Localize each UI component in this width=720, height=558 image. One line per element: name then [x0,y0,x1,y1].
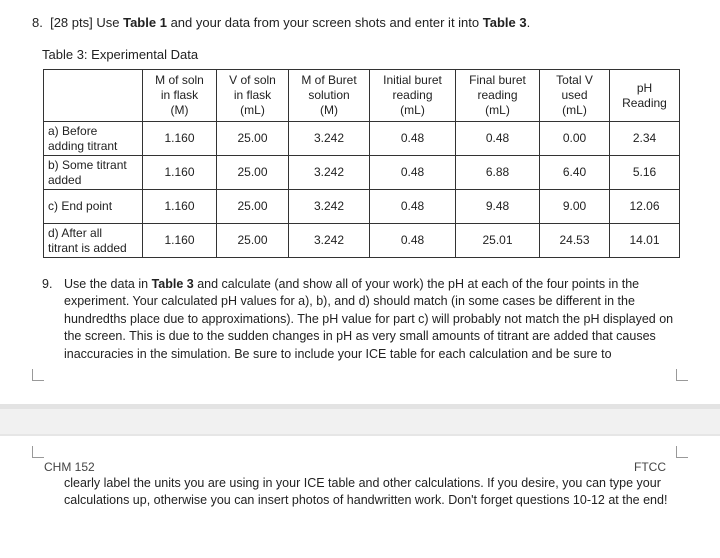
header-line: in flask [233,88,272,102]
table-row-after-all-titrant [44,224,680,258]
question-9-body [64,276,682,363]
experimental-data-table [43,69,680,258]
question-8-number: 8. [32,15,43,30]
table-header-row [44,70,680,122]
table-caption: Table 3: Experimental Data [42,47,199,62]
table-row-end-point [44,190,680,224]
table-cell: 25.00 [217,190,289,224]
table-cell: 2.34 [610,122,680,156]
question-8-text-prefix: Use [96,15,120,30]
table-cell: 1.160 [143,190,217,224]
row-label-line: b) Some titrant [48,157,127,172]
table-cell: 1.160 [143,122,217,156]
row-label [44,156,143,190]
table-cell: 14.01 [610,224,680,258]
row-label-line: titrant is added [48,240,127,255]
header-total-v-used [540,70,610,122]
question-8-table3-ref: Table 3 [482,15,527,30]
table-cell: 25.01 [456,224,540,258]
table-cell: 25.00 [217,122,289,156]
header-line: pH [636,80,653,95]
question-8-text-end: . [526,15,531,30]
header-line: Reading [622,95,667,110]
header-line: (mL) [485,103,510,117]
table-cell: 9.00 [540,190,610,224]
header-v-soln-flask [217,70,289,122]
margin-corner-mark [676,369,688,381]
row-label-line: added [48,172,82,187]
header-line: (mL) [562,103,587,117]
question-9 [42,276,682,363]
table-cell: 0.48 [370,122,456,156]
header-m-soln-flask [143,70,217,122]
table-cell: 6.88 [456,156,540,190]
margin-corner-mark [32,446,44,458]
row-label [44,122,143,156]
header-line: Total V [556,73,593,87]
table-cell: 0.48 [456,122,540,156]
row-label-line: c) End point [48,199,113,213]
footer-institution: FTCC [634,460,666,474]
header-line: Initial buret [383,73,442,87]
table-cell: 6.40 [540,156,610,190]
question-9-number: 9. [42,277,53,291]
header-initial-buret [370,70,456,122]
page-break [0,404,720,436]
table-cell: 12.06 [610,190,680,224]
question-9-table3-ref: Table 3 [151,277,194,291]
header-line: (M) [320,103,338,117]
header-line: Final buret [469,73,526,87]
header-line: M of Buret [301,73,357,87]
header-line: (mL) [400,103,425,117]
table-cell: 3.242 [289,122,370,156]
header-line: (mL) [240,103,265,117]
table-cell: 3.242 [289,156,370,190]
header-line: reading [477,88,518,102]
table-cell: 0.48 [370,190,456,224]
table-cell: 25.00 [217,156,289,190]
question-8-table1-ref: Table 1 [123,15,167,30]
question-8 [32,14,530,32]
table-cell: 25.00 [217,224,289,258]
header-line: V of soln [229,73,276,87]
table-cell: 0.00 [540,122,610,156]
table-cell: 3.242 [289,190,370,224]
margin-corner-mark [676,446,688,458]
table-row-before-titrant [44,122,680,156]
question-9-text-prefix: Use the data in [64,277,149,291]
row-label [44,190,143,224]
row-label-line: adding titrant [48,138,118,153]
header-line: in flask [160,88,199,102]
header-line: M of soln [155,73,204,87]
header-line: used [561,88,588,102]
table-cell: 0.48 [370,156,456,190]
table-cell: 0.48 [370,224,456,258]
header-cell-blank [44,70,143,122]
header-line: solution [308,88,350,102]
footer-course: CHM 152 [44,460,95,474]
row-label-line: d) After all [48,225,103,240]
table-cell: 1.160 [143,156,217,190]
row-label-line: a) Before [48,123,98,138]
row-label [44,224,143,258]
table-cell: 1.160 [143,224,217,258]
question-8-points: [28 pts] [50,15,93,30]
header-line: (M) [170,103,189,117]
header-m-buret-solution [289,70,370,122]
question-9-text: and calculate (and show all of your work) the pH at each of the four points in the experiment. Your calculated pH values for a), b), and d) should match (in some cases be different in the hundredths place due to approximations). The pH value for part c) will probably not match the pH displayed on the screen. This is due to the sudden changes in pH as very small amounts of titrant are added that causes inaccuracies in the simulation. Be sure to include your ICE table for each calculation and be sure to [64,277,674,361]
header-line: reading [392,88,433,102]
question-9-continuation: clearly label the units you are using in your ICE table and other calculations. If you desire, you can type your calculations up, otherwise you can insert photos of handwritten work. Don't forget questions 10-12 at the end! [64,476,668,508]
table-cell: 24.53 [540,224,610,258]
header-ph-reading [610,70,680,122]
table-cell: 3.242 [289,224,370,258]
table-cell: 9.48 [456,190,540,224]
table-row-some-titrant [44,156,680,190]
header-final-buret [456,70,540,122]
margin-corner-mark [32,369,44,381]
table-cell: 5.16 [610,156,680,190]
question-8-text-mid: and your data from your screen shots and enter it into [170,15,480,30]
page-break-shadow-top [0,404,720,409]
